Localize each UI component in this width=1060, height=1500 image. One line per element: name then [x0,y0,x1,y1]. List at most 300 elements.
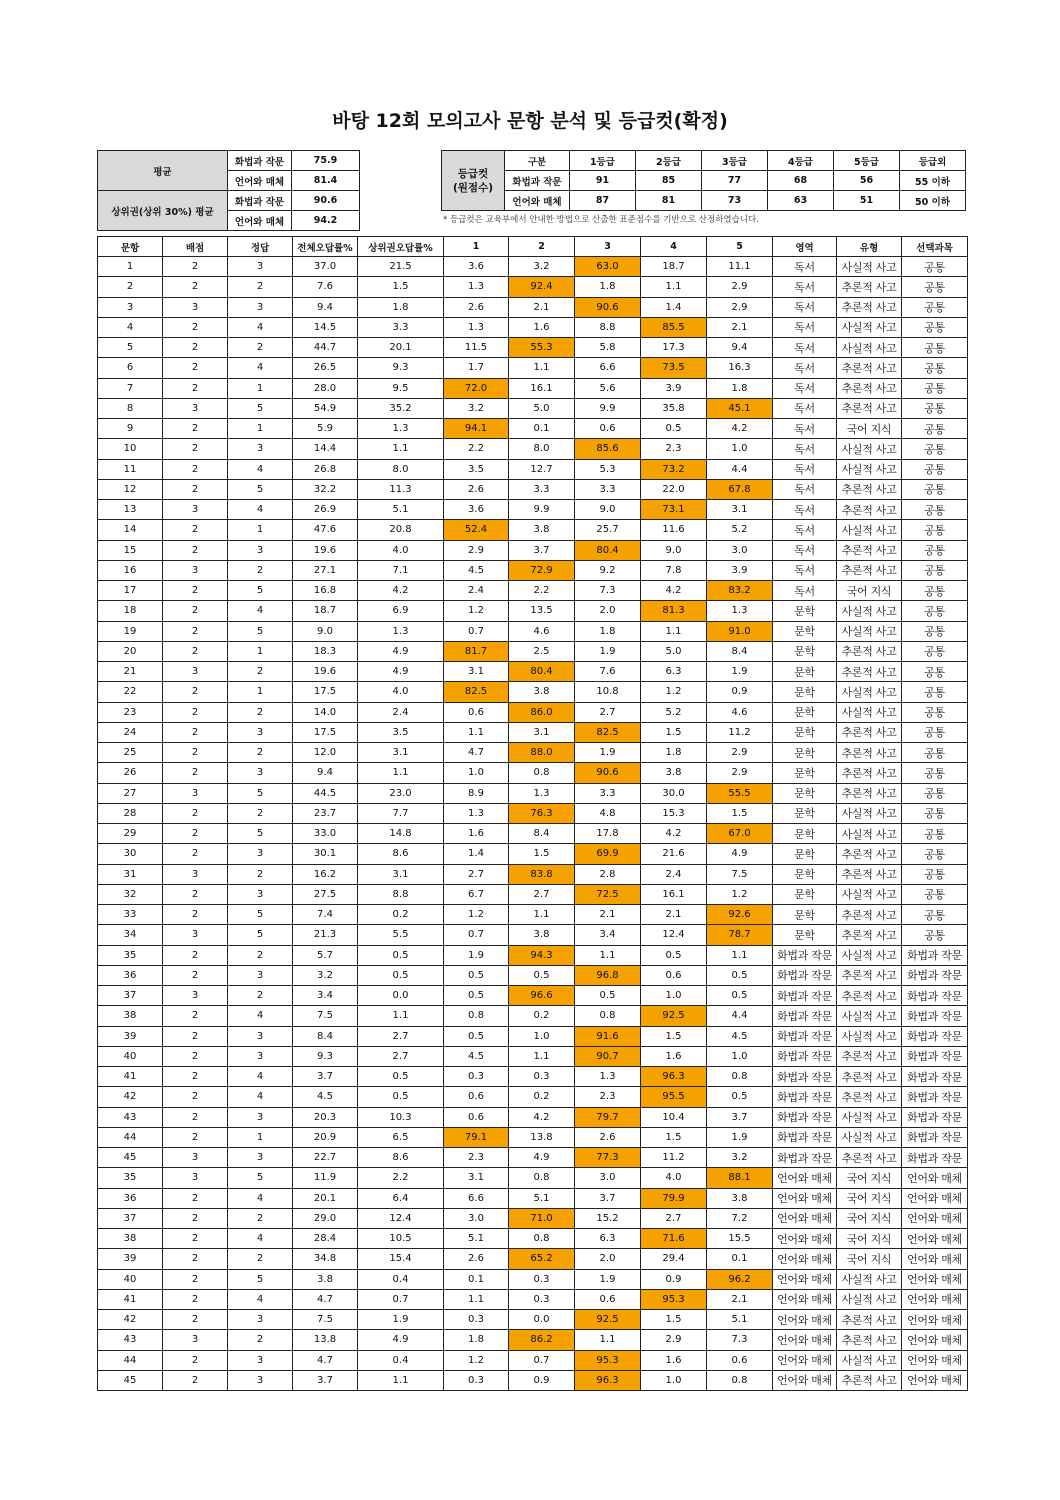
table-cell: 화법과 작문 [902,1046,968,1066]
table-cell: 0.4 [358,1269,444,1289]
table-cell: 1.0 [509,1026,575,1046]
table-cell: 언어와 매체 [773,1168,837,1188]
column-header: 유형 [837,237,902,257]
table-cell: 4 [228,1006,293,1026]
table-cell: 공통 [902,803,968,823]
table-cell: 95.3 [641,1289,707,1309]
table-cell: 추론적 사고 [837,965,902,985]
table-cell: 1.0 [707,439,773,459]
grade-cut-cell: 55 이하 [900,171,966,191]
table-cell: 0.3 [509,1067,575,1087]
table-cell: 4.0 [641,1168,707,1188]
table-row [98,1026,968,1046]
table-cell: 추론적 사고 [837,540,902,560]
table-cell: 8.6 [358,1148,444,1168]
table-cell: 11.3 [358,479,444,499]
table-cell: 사실적 사고 [837,945,902,965]
table-cell: 39 [98,1249,163,1269]
table-cell: 7.3 [575,581,641,601]
table-row [98,864,968,884]
table-cell: 2 [163,824,228,844]
table-cell: 0.9 [641,1269,707,1289]
table-cell: 추론적 사고 [837,763,902,783]
table-cell: 3.3 [509,479,575,499]
table-cell: 0.6 [707,1350,773,1370]
table-cell: 9.0 [641,540,707,560]
table-cell: 2.2 [358,1168,444,1188]
table-cell: 18.7 [641,257,707,277]
table-cell: 0.5 [509,965,575,985]
table-cell: 공통 [902,702,968,722]
table-cell: 2 [163,803,228,823]
table-cell: 1.4 [444,844,509,864]
table-cell: 문학 [773,722,837,742]
table-cell: 독서 [773,459,837,479]
table-cell: 사실적 사고 [837,803,902,823]
table-cell: 사실적 사고 [837,1026,902,1046]
table-cell: 0.5 [358,945,444,965]
table-cell: 2.8 [575,864,641,884]
table-cell: 5 [228,581,293,601]
table-cell: 3 [228,763,293,783]
table-cell: 공통 [902,864,968,884]
table-cell: 사실적 사고 [837,824,902,844]
table-cell: 21.6 [641,844,707,864]
table-cell: 1.1 [509,1046,575,1066]
table-cell: 3 [98,297,163,317]
grade-cut-cell: 85 [636,171,702,191]
table-cell: 화법과 작문 [902,986,968,1006]
table-row [98,621,968,641]
table-cell: 19.6 [293,662,358,682]
table-cell: 추론적 사고 [837,358,902,378]
table-cell: 7.2 [707,1208,773,1228]
table-cell: 2 [228,277,293,297]
table-cell: 공통 [902,601,968,621]
table-cell: 문학 [773,641,837,661]
table-cell: 화법과 작문 [773,1148,837,1168]
table-cell: 4 [228,500,293,520]
table-cell: 26.8 [293,459,358,479]
table-cell: 36 [98,1188,163,1208]
table-cell: 4 [228,1087,293,1107]
table-cell: 4.8 [575,803,641,823]
table-cell: 0.9 [707,682,773,702]
table-cell: 0.5 [641,945,707,965]
table-cell: 1.5 [641,722,707,742]
table-cell: 화법과 작문 [773,986,837,1006]
table-cell: 95.3 [575,1350,641,1370]
table-cell: 1.1 [358,1370,444,1390]
table-row [98,378,968,398]
table-cell: 2 [228,945,293,965]
table-cell: 2 [163,1249,228,1269]
table-cell: 0.7 [444,621,509,641]
table-cell: 2 [228,560,293,580]
table-cell: 6 [98,358,163,378]
table-cell: 0.8 [707,1370,773,1390]
table-cell: 사실적 사고 [837,621,902,641]
table-cell: 문학 [773,824,837,844]
grade-cut-row [442,171,966,191]
table-row [98,722,968,742]
table-cell: 4 [228,1289,293,1309]
table-cell: 35.8 [641,398,707,418]
table-cell: 9.4 [707,338,773,358]
table-cell: 추론적 사고 [837,783,902,803]
table-cell: 2.3 [444,1148,509,1168]
table-cell: 0.2 [509,1087,575,1107]
table-cell: 2 [163,419,228,439]
table-cell: 3.7 [707,1107,773,1127]
table-cell: 27.5 [293,884,358,904]
table-cell: 44.7 [293,338,358,358]
column-header: 5 [707,237,773,257]
table-header-row [98,237,968,257]
table-cell: 1.1 [575,945,641,965]
table-cell: 11 [98,459,163,479]
table-cell: 4.6 [509,621,575,641]
table-cell: 언어와 매체 [902,1310,968,1330]
table-cell: 17 [98,581,163,601]
table-cell: 30.0 [641,783,707,803]
table-cell: 3 [228,257,293,277]
table-cell: 2 [163,378,228,398]
table-cell: 3.3 [358,317,444,337]
table-cell: 국어 지식 [837,1168,902,1188]
table-cell: 7.5 [293,1310,358,1330]
table-cell: 국어 지식 [837,1229,902,1249]
table-cell: 12.7 [509,459,575,479]
grade-cut-header: 4등급 [768,151,834,171]
table-cell: 화법과 작문 [902,1026,968,1046]
table-cell: 1.0 [707,1046,773,1066]
table-cell: 3.8 [641,763,707,783]
table-cell: 언어와 매체 [773,1229,837,1249]
column-header: 배점 [163,237,228,257]
grade-cut-header: 2등급 [636,151,702,171]
table-cell: 3.0 [444,1208,509,1228]
table-cell: 25.7 [575,520,641,540]
table-cell: 4.0 [358,540,444,560]
table-cell: 16.8 [293,581,358,601]
table-cell: 3.9 [707,560,773,580]
table-cell: 80.4 [575,540,641,560]
table-cell: 4.5 [444,1046,509,1066]
table-cell: 1.8 [575,277,641,297]
table-row [98,560,968,580]
table-cell: 86.2 [509,1330,575,1350]
table-cell: 언어와 매체 [902,1370,968,1390]
table-cell: 2.5 [509,641,575,661]
table-cell: 0.8 [444,1006,509,1026]
table-cell: 20.1 [358,338,444,358]
table-cell: 1.1 [358,439,444,459]
table-cell: 67.0 [707,824,773,844]
table-cell: 73.5 [641,358,707,378]
table-cell: 43 [98,1107,163,1127]
table-cell: 0.1 [707,1249,773,1269]
table-cell: 96.3 [641,1067,707,1087]
table-cell: 73.2 [641,459,707,479]
table-cell: 1.6 [641,1350,707,1370]
table-cell: 1 [228,378,293,398]
table-cell: 2.1 [707,317,773,337]
table-cell: 공통 [902,641,968,661]
table-cell: 28.4 [293,1229,358,1249]
table-cell: 독서 [773,257,837,277]
table-cell: 언어와 매체 [773,1208,837,1228]
table-cell: 3.6 [444,500,509,520]
table-cell: 92.6 [707,905,773,925]
table-cell: 공통 [902,662,968,682]
table-cell: 0.8 [575,1006,641,1026]
table-cell: 2.6 [444,479,509,499]
table-cell: 공통 [902,479,968,499]
table-cell: 사실적 사고 [837,459,902,479]
table-cell: 63.0 [575,257,641,277]
table-row [98,439,968,459]
table-cell: 8.6 [358,844,444,864]
table-row [98,1087,968,1107]
table-row [98,763,968,783]
table-cell: 3.2 [444,398,509,418]
table-cell: 16.3 [707,358,773,378]
table-row [98,338,968,358]
table-cell: 12.4 [358,1208,444,1228]
table-cell: 3 [163,1148,228,1168]
table-cell: 5.1 [509,1188,575,1208]
table-cell: 2.9 [641,1330,707,1350]
table-cell: 문학 [773,844,837,864]
table-row [98,783,968,803]
table-cell: 9.3 [358,358,444,378]
table-cell: 8.0 [358,459,444,479]
table-cell: 공통 [902,459,968,479]
table-cell: 96.2 [707,1269,773,1289]
table-cell: 0.7 [358,1289,444,1309]
table-cell: 30 [98,844,163,864]
table-cell: 2.6 [444,1249,509,1269]
table-cell: 3 [163,1168,228,1188]
table-cell: 2 [163,1107,228,1127]
table-cell: 7.8 [641,560,707,580]
table-cell: 5.5 [358,925,444,945]
table-cell: 사실적 사고 [837,1107,902,1127]
table-cell: 화법과 작문 [773,965,837,985]
table-cell: 화법과 작문 [773,1127,837,1147]
table-cell: 35 [98,945,163,965]
table-cell: 0.6 [641,965,707,985]
table-cell: 3.5 [358,722,444,742]
table-cell: 1.3 [358,621,444,641]
table-cell: 0.5 [444,965,509,985]
table-cell: 13.8 [509,1127,575,1147]
table-cell: 5 [228,1168,293,1188]
table-cell: 80.4 [509,662,575,682]
table-cell: 2 [163,884,228,904]
table-cell: 22.0 [641,479,707,499]
table-cell: 2.9 [707,763,773,783]
table-cell: 0.5 [641,419,707,439]
table-cell: 추론적 사고 [837,1370,902,1390]
table-cell: 55.5 [707,783,773,803]
table-cell: 5.7 [293,945,358,965]
table-cell: 1.2 [444,905,509,925]
table-cell: 2 [163,682,228,702]
table-cell: 문학 [773,601,837,621]
table-cell: 독서 [773,297,837,317]
table-cell: 공통 [902,500,968,520]
table-cell: 0.7 [444,925,509,945]
table-cell: 1.9 [575,641,641,661]
table-cell: 6.4 [358,1188,444,1208]
table-cell: 4.9 [358,662,444,682]
table-cell: 3.1 [509,722,575,742]
page-title: 바탕 12회 모의고사 문항 분석 및 등급컷(확정) [332,110,728,132]
table-cell: 4.7 [293,1289,358,1309]
table-cell: 7.5 [293,1006,358,1026]
table-cell: 19.6 [293,540,358,560]
table-cell: 3.1 [358,864,444,884]
table-cell: 5 [228,905,293,925]
table-row [98,702,968,722]
table-cell: 3 [163,662,228,682]
grade-cut-cell: 50 이하 [900,191,966,211]
table-cell: 2 [163,621,228,641]
table-cell: 79.1 [444,1127,509,1147]
table-cell: 15 [98,540,163,560]
table-cell: 5.1 [358,500,444,520]
table-cell: 문학 [773,864,837,884]
table-cell: 24 [98,722,163,742]
table-cell: 12.4 [641,925,707,945]
table-cell: 6.3 [575,1229,641,1249]
table-cell: 1.1 [444,722,509,742]
table-cell: 4.9 [358,1330,444,1350]
table-cell: 1.8 [575,621,641,641]
table-cell: 0.5 [707,1087,773,1107]
table-row [98,743,968,763]
table-cell: 독서 [773,398,837,418]
table-cell: 1.5 [641,1127,707,1147]
table-cell: 14.8 [358,824,444,844]
table-cell: 공통 [902,358,968,378]
table-cell: 4.7 [444,743,509,763]
table-cell: 2.1 [641,905,707,925]
table-cell: 2 [163,1026,228,1046]
table-cell: 추론적 사고 [837,398,902,418]
table-cell: 2 [163,1350,228,1370]
table-cell: 1 [228,682,293,702]
table-cell: 2 [228,338,293,358]
table-cell: 90.6 [575,763,641,783]
column-header: 정답 [228,237,293,257]
column-header: 선택과목 [902,237,968,257]
table-cell: 29.4 [641,1249,707,1269]
table-cell: 13.8 [293,1330,358,1350]
table-cell: 독서 [773,479,837,499]
table-row [98,1188,968,1208]
table-cell: 3 [163,398,228,418]
table-cell: 화법과 작문 [773,1006,837,1026]
table-cell: 19 [98,621,163,641]
table-cell: 16.1 [641,884,707,904]
grade-cut-cell: 51 [834,191,900,211]
table-cell: 1.5 [707,803,773,823]
table-cell: 2.7 [444,864,509,884]
table-cell: 5 [98,338,163,358]
table-cell: 언어와 매체 [902,1229,968,1249]
table-cell: 2 [163,317,228,337]
table-cell: 7.6 [293,277,358,297]
table-cell: 0.9 [509,1370,575,1390]
table-cell: 94.1 [444,419,509,439]
table-cell: 3 [228,884,293,904]
table-cell: 0.3 [444,1370,509,1390]
grade-cut-cell: 91 [570,171,636,191]
table-row [98,1067,968,1087]
table-cell: 0.5 [707,965,773,985]
table-cell: 사실적 사고 [837,682,902,702]
table-cell: 화법과 작문 [773,1087,837,1107]
table-cell: 3.2 [293,965,358,985]
table-cell: 5 [228,398,293,418]
table-cell: 추론적 사고 [837,1087,902,1107]
grade-cut-cell: 언어와 매체 [505,191,570,211]
table-cell: 31 [98,864,163,884]
table-cell: 3.2 [509,257,575,277]
table-cell: 국어 지식 [837,581,902,601]
table-cell: 0.5 [358,1067,444,1087]
grade-cut-label [442,151,505,211]
table-cell: 91.6 [575,1026,641,1046]
table-cell: 5 [228,925,293,945]
table-cell: 7.3 [707,1330,773,1350]
table-cell: 사실적 사고 [837,520,902,540]
table-cell: 독서 [773,439,837,459]
table-cell: 3 [228,722,293,742]
top-average-value: 94.2 [292,211,360,231]
table-cell: 3.1 [444,662,509,682]
table-cell: 9.9 [575,398,641,418]
table-row [98,965,968,985]
table-cell: 12 [98,479,163,499]
table-row [98,1370,968,1390]
table-cell: 추론적 사고 [837,641,902,661]
table-cell: 문학 [773,621,837,641]
table-cell: 공통 [902,297,968,317]
grade-cut-header: 구분 [505,151,570,171]
table-cell: 2 [163,479,228,499]
table-cell: 44.5 [293,783,358,803]
table-cell: 4 [228,317,293,337]
table-cell: 문학 [773,743,837,763]
grade-cut-cell: 68 [768,171,834,191]
table-cell: 언어와 매체 [902,1269,968,1289]
table-cell: 86.0 [509,702,575,722]
table-cell: 20.3 [293,1107,358,1127]
table-cell: 35 [98,1168,163,1188]
table-cell: 3 [228,1370,293,1390]
table-row [98,1006,968,1026]
table-cell: 34 [98,925,163,945]
grade-cut-header: 5등급 [834,151,900,171]
table-cell: 추론적 사고 [837,1046,902,1066]
table-cell: 3.1 [358,743,444,763]
average-label: 평균 [98,151,228,191]
table-cell: 10.3 [358,1107,444,1127]
